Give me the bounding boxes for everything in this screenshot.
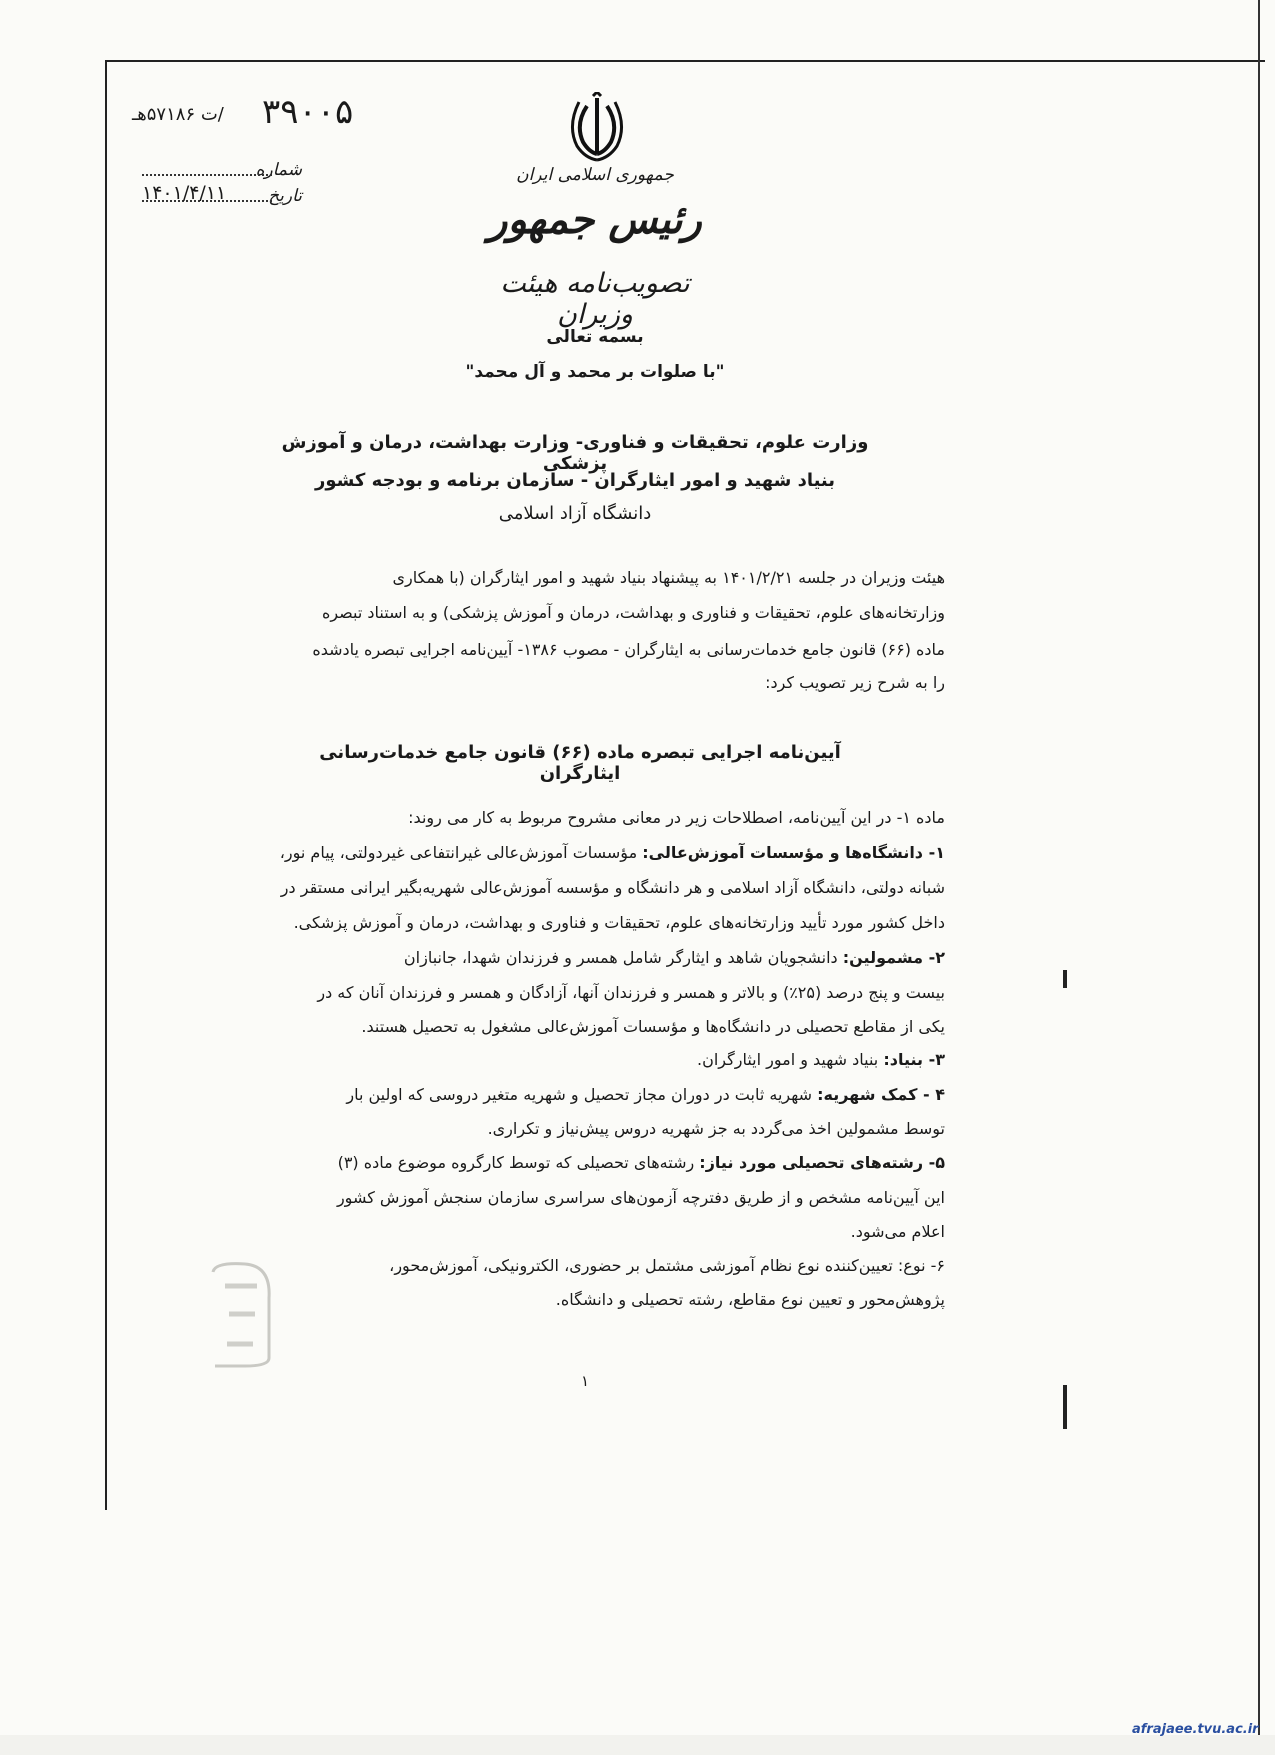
president-title: رئیس جمهور (488, 196, 702, 243)
scan-bottom-strip (0, 1735, 1275, 1755)
intro-paragraph-line: را به شرح زیر تصویب کرد: (765, 673, 945, 692)
iran-emblem-icon (565, 92, 629, 164)
scan-mark (1063, 1385, 1067, 1429)
article-line: بیست و پنج درصد (۲۵٪) و بالاتر و همسر و فرزندان آنها، آزادگان و همسر و فرزندان آنان که در (317, 983, 945, 1002)
page-frame-top (105, 60, 1265, 62)
date-value: ۱۴۰۱/۴/۱۱ (142, 182, 227, 204)
article-line: ۵- رشته‌های تحصیلی مورد نیاز: رشته‌های تحصیلی که توسط کارگروه موضوع ماده (۳) (337, 1153, 945, 1172)
article-line: یکی از مقاطع تحصیلی در دانشگاه‌ها و مؤسسات آموزش‌عالی مشغول به تحصیل هستند. (361, 1017, 945, 1036)
article-line: ۱- دانشگاه‌ها و مؤسسات آموزش‌عالی: مؤسسات آموزش‌عالی غیرانتفاعی غیردولتی، پیام نور، (279, 843, 945, 862)
date-field (142, 182, 302, 214)
addressee-line: بنیاد شهید و امور ایثارگران - سازمان برنامه و بودجه کشور (314, 470, 836, 491)
reference-number: ۳۹۰۰۵ (262, 92, 354, 132)
article-line: ۶- نوع: تعیین‌کننده نوع نظام آموزشی مشتمل بر حضوری، الکترونیکی، آموزش‌محور، (389, 1256, 945, 1275)
number-label: شماره (255, 160, 302, 180)
salawat-text: "با صلوات بر محمد و آل محمد" (465, 362, 725, 382)
article-line: ۴ - کمک شهریه: شهریه ثابت در دوران مجاز تحصیل و شهریه متغیر دروسی که اولین بار (346, 1085, 945, 1104)
article-line: ۳- بنیاد: بنیاد شهید و امور ایثارگران. (696, 1050, 945, 1069)
faded-stamp-icon (205, 1258, 275, 1368)
addressee-line: وزارت علوم، تحقیقات و فناوری- وزارت بهداشت، درمان و آموزش پزشکی (281, 432, 869, 474)
article-line: ۲- مشمولین: دانشجویان شاهد و ایثارگر شامل همسر و فرزندان شهدا، جانبازان (403, 948, 945, 967)
cabinet-approval-title: تصویب‌نامه هیئت وزیران (500, 268, 690, 330)
addressee-line: دانشگاه آزاد اسلامی (498, 503, 652, 524)
intro-paragraph-line: ماده (۶۶) قانون جامع خدمات‌رسانی به ایثارگران - مصوب ۱۳۸۶- آیین‌نامه اجرایی تبصره یادشده (312, 640, 945, 659)
article-line: ماده ۱- در این آیین‌نامه، اصطلاحات زیر در معانی مشروح مربوط به کار می روند: (408, 808, 945, 827)
bismillah-text: بسمه تعالی (546, 327, 644, 347)
article-line: شبانه دولتی، دانشگاه آزاد اسلامی و هر دانشگاه و مؤسسه آموزش‌عالی شهریه‌بگیر ایرانی مستقر در (280, 878, 945, 897)
article-line: پژوهش‌محور و تعیین نوع مقاطع، رشته تحصیلی و دانشگاه. (555, 1290, 945, 1309)
republic-title: جمهوری اسلامی ایران (516, 165, 674, 185)
page-number: ۱ (580, 1372, 590, 1390)
intro-paragraph-line: وزارتخانه‌های علوم، تحقیقات و فناوری و بهداشت، درمان و آموزش پزشکی) و به استناد تبصره (321, 603, 945, 622)
reference-code: /ت ۵۷۱۸۶هـ (132, 104, 224, 125)
number-dotted-line (142, 174, 272, 176)
article-line: این آیین‌نامه مشخص و از طریق دفترچه آزمون‌های سراسری سازمان سنجش آموزش کشور (336, 1188, 945, 1207)
scan-edge-right (1258, 0, 1260, 1755)
scan-mark (1063, 970, 1067, 988)
date-label: تاریخ (268, 186, 302, 206)
site-watermark: afrajaee.tvu.ac.ir (1132, 1722, 1259, 1737)
article-line: داخل کشور مورد تأیید وزارتخانه‌های علوم، تحقیقات و فناوری و بهداشت، درمان و آموزش پزشکی. (293, 913, 945, 932)
regulation-heading: آیین‌نامه اجرایی تبصره ماده (۶۶) قانون جامع خدمات‌رسانی ایثارگران (319, 742, 841, 784)
page-frame-left (105, 60, 107, 1510)
article-line: اعلام می‌شود. (850, 1222, 945, 1241)
intro-paragraph-line: هیئت وزیران در جلسه ۱۴۰۱/۲/۲۱ به پیشنهاد بنیاد شهید و امور ایثارگران (با همکاری (392, 568, 945, 587)
article-line: توسط مشمولین اخذ می‌گردد به جز شهریه دروس پیش‌نیاز و تکراری. (487, 1119, 945, 1138)
